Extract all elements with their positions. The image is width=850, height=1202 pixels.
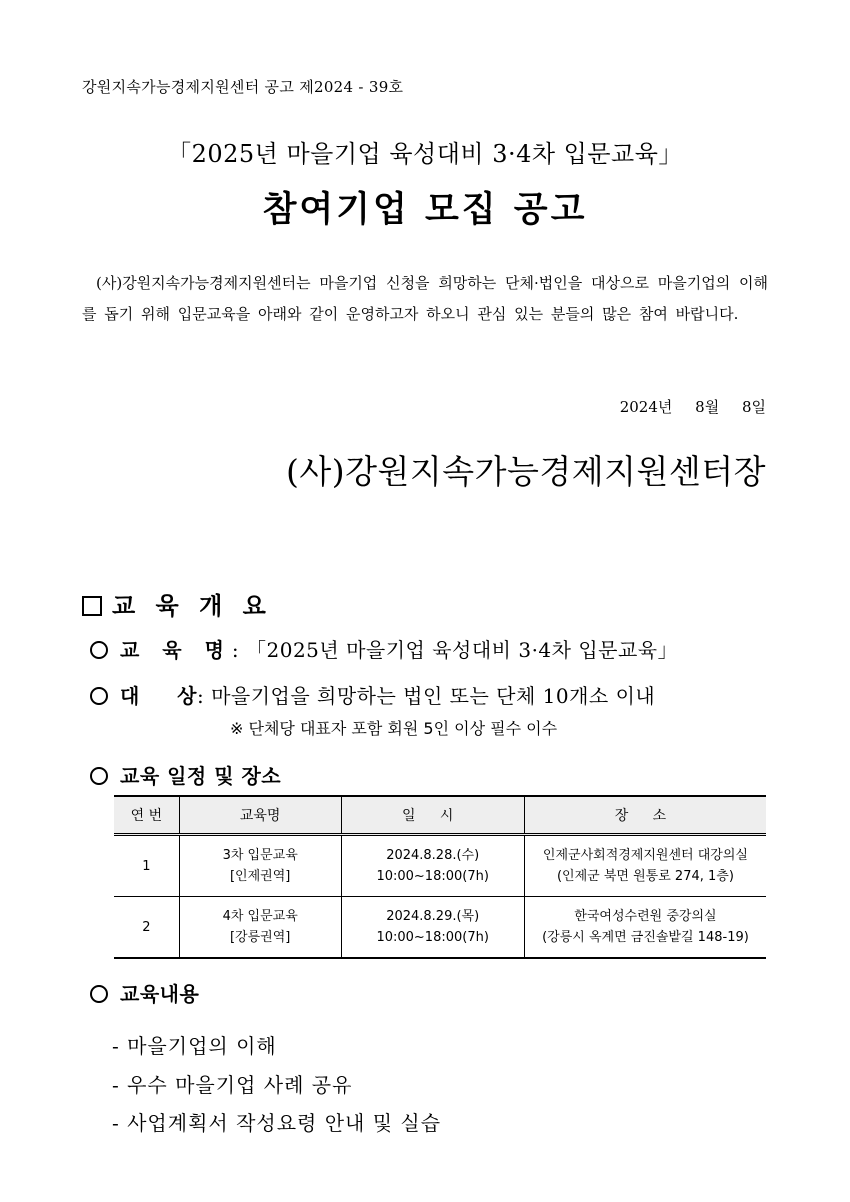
list-item: - 마을기업의 이해 bbox=[112, 1034, 277, 1058]
row-place bbox=[524, 835, 766, 897]
row-course bbox=[179, 897, 341, 959]
row-datetime bbox=[341, 897, 524, 959]
issuer-name: (사)강원지속가능경제지원센터장 bbox=[285, 452, 766, 491]
circle-bullet-icon bbox=[90, 985, 108, 1003]
list-item: - 사업계획서 작성요령 안내 및 실습 bbox=[112, 1111, 442, 1135]
target-value: 마을기업을 희망하는 법인 또는 단체 10개소 이내 bbox=[211, 684, 656, 708]
section-title: 교 육 개 요 bbox=[112, 591, 272, 620]
course-name-line: 교 육 명: 「2025년 마을기업 육성대비 3·4차 입문교육」 bbox=[90, 634, 678, 663]
table-header-row bbox=[114, 796, 766, 835]
row-course bbox=[179, 835, 341, 897]
header-datetime: 일 시 bbox=[341, 796, 524, 835]
table-row bbox=[114, 897, 766, 959]
row-no: 2 bbox=[114, 897, 179, 959]
place-name: 인제군사회적경제지원센터 대강의실 bbox=[542, 848, 748, 863]
intro-paragraph: (사)강원지속가능경제지원센터는 마을기업 신청을 희망하는 단체·법인을 대상으로 마을기업의 이해를 돕기 위해 입문교육을 아래와 같이 운영하고자 하오니 관심 있는 분들의 많은 참여 바랍니다. bbox=[82, 274, 768, 323]
course-title: 4차 입문교육 bbox=[222, 909, 298, 924]
course-date: 2024.8.28.(수) bbox=[386, 848, 480, 863]
course-region: [인제권역] bbox=[229, 869, 291, 884]
circle-bullet-icon bbox=[90, 641, 108, 659]
target-line: 대 상: 마을기업을 희망하는 법인 또는 단체 10개소 이내 bbox=[90, 680, 655, 709]
target-label: 대 상 bbox=[120, 684, 197, 708]
course-date: 2024.8.29.(목) bbox=[386, 909, 480, 924]
content-heading-line bbox=[90, 978, 199, 1007]
target-note: ※ 단체당 대표자 포함 회원 5인 이상 필수 이수 bbox=[230, 719, 558, 738]
schedule-heading-line bbox=[90, 760, 281, 789]
notice-number: 강원지속가능경제지원센터 공고 제2024 - 39호 bbox=[82, 78, 404, 96]
row-place bbox=[524, 897, 766, 959]
schedule-table bbox=[114, 795, 766, 959]
header-no: 연 번 bbox=[114, 796, 179, 835]
course-name-label: 교 육 명 bbox=[120, 638, 232, 662]
square-bullet-icon bbox=[82, 596, 102, 616]
course-region: [강릉권역] bbox=[229, 930, 291, 945]
list-item: - 우수 마을기업 사례 공유 bbox=[112, 1073, 353, 1097]
row-no: 1 bbox=[114, 835, 179, 897]
course-time: 10:00~18:00(7h) bbox=[376, 869, 489, 884]
circle-bullet-icon bbox=[90, 767, 108, 785]
announcement-title: 「2025년 마을기업 육성대비 3·4차 입문교육」 bbox=[167, 140, 683, 168]
row-datetime bbox=[341, 835, 524, 897]
schedule-heading: 교육 일정 및 장소 bbox=[120, 764, 282, 788]
header-course: 교육명 bbox=[179, 796, 341, 835]
course-name-value: 「2025년 마을기업 육성대비 3·4차 입문교육」 bbox=[246, 638, 679, 662]
header-place: 장 소 bbox=[524, 796, 766, 835]
announcement-subtitle: 참여기업 모집 공고 bbox=[262, 189, 588, 230]
announcement-date: 2024년 8월 8일 bbox=[619, 398, 766, 416]
table-row bbox=[114, 835, 766, 897]
course-title: 3차 입문교육 bbox=[222, 848, 298, 863]
place-name: 한국여성수련원 중강의실 bbox=[574, 909, 717, 924]
circle-bullet-icon bbox=[90, 687, 108, 705]
place-address: (강릉시 옥계면 금진솔밭길 148-19) bbox=[542, 930, 749, 945]
section-heading-overview bbox=[82, 586, 272, 621]
place-address: (인제군 북면 원통로 274, 1층) bbox=[556, 869, 734, 884]
course-time: 10:00~18:00(7h) bbox=[376, 930, 489, 945]
content-heading: 교육내용 bbox=[120, 982, 200, 1006]
